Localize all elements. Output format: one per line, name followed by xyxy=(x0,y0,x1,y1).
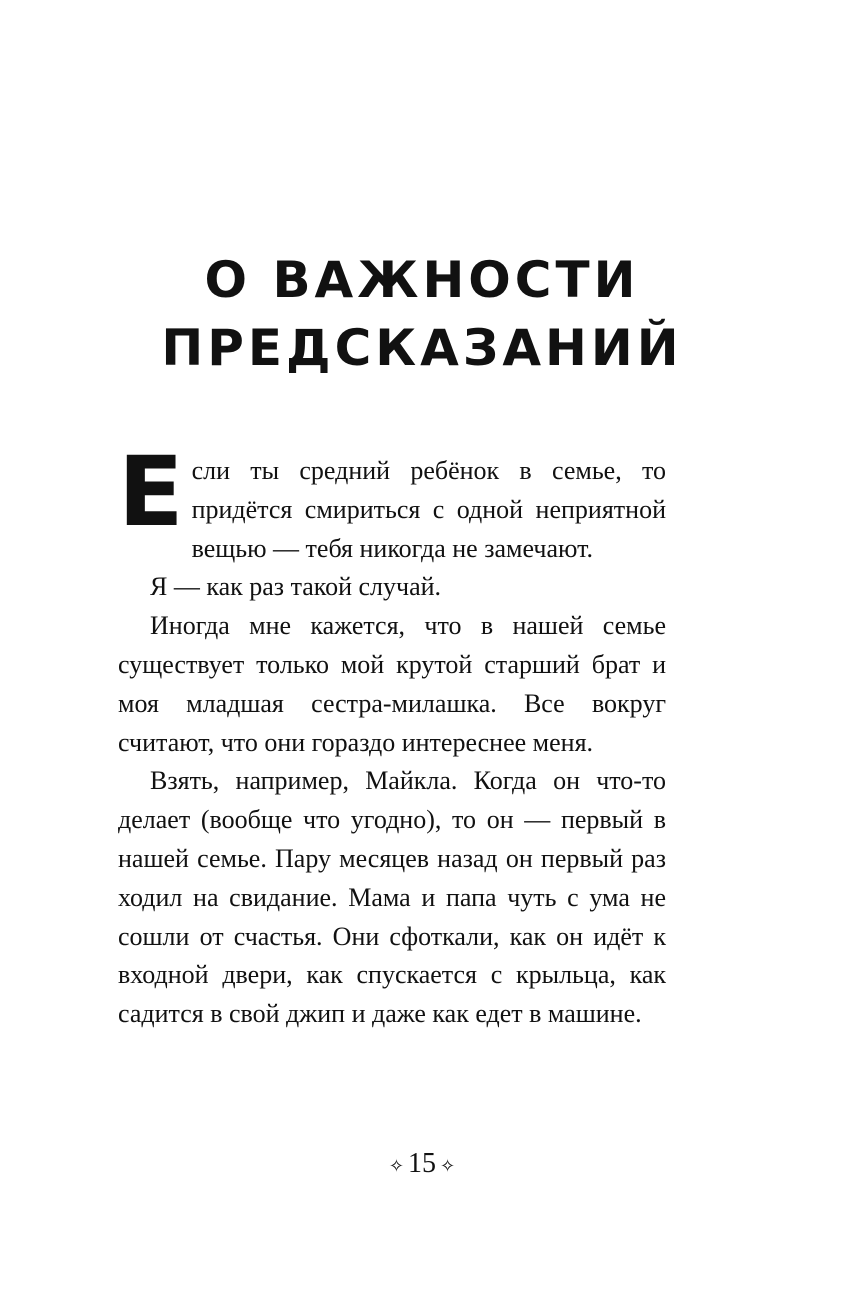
page-footer xyxy=(0,1146,844,1184)
ornament-right-icon: ✧ xyxy=(440,1155,456,1176)
paragraph-3: Иногда мне кажется, что в нашей семье существует только мой крутой старший брат и моя младшая сестра-милашка. Все вокруг считают, что они гораздо интереснее меня. xyxy=(118,611,666,757)
chapter-title-line-1: О ВАЖНОСТИ xyxy=(204,251,640,309)
paragraph-1 xyxy=(118,436,666,568)
paragraph-1-text: сли ты средний ребёнок в семье, то придётся смириться с одной неприятной вещью — тебя никогда не замечают. xyxy=(191,456,666,563)
chapter-body xyxy=(118,436,666,1034)
chapter-title-line-2: ПРЕДСКАЗАНИЙ xyxy=(161,319,683,377)
paragraph-4: Взять, например, Майкла. Когда он что-то делает (вообще что угодно), то он — первый в нашей семье. Пару месяцев назад он первый раз ходил на свидание. Мама и папа чуть с ума не сошли от счастья. Они сфоткали, как он идёт к входной двери, как спускается с крыльца, как садится в свой джип и даже как едет в машине. xyxy=(118,766,666,1029)
page-number: 15 xyxy=(408,1148,436,1179)
drop-cap: Е xyxy=(118,436,184,548)
paragraph-2: Я — как раз такой случай. xyxy=(150,572,442,602)
ornament-left-icon: ✧ xyxy=(388,1155,404,1176)
